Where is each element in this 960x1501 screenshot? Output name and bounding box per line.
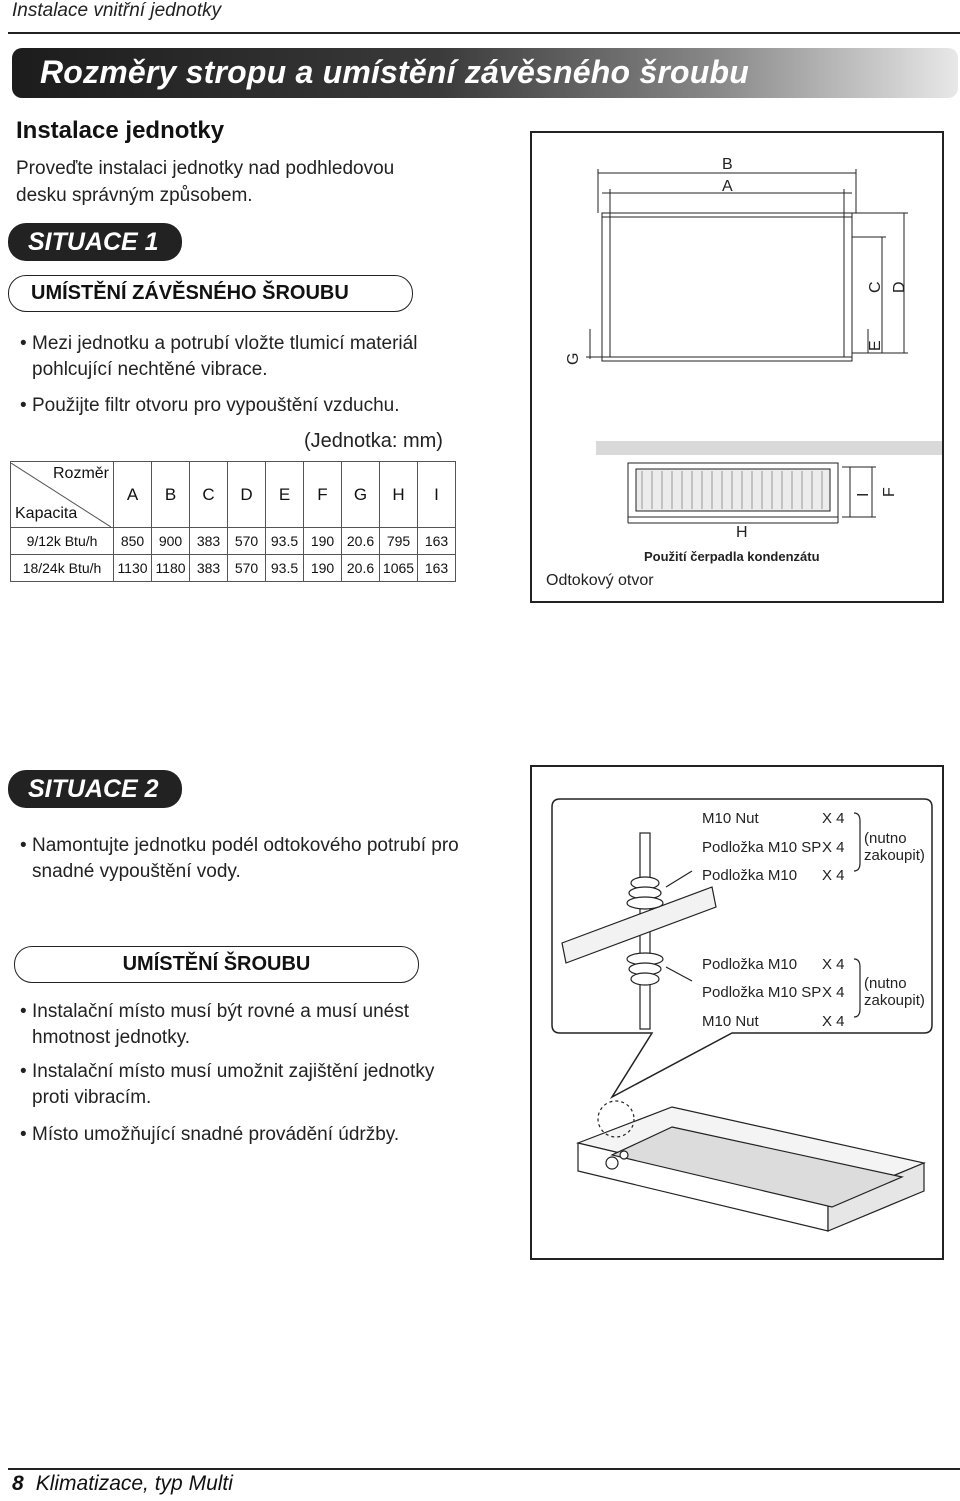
value-cell: 93.5 xyxy=(266,555,304,582)
unit-label: (Jednotka: mm) xyxy=(304,430,443,452)
label-H: H xyxy=(736,524,748,541)
corner-capacity-label: Kapacita xyxy=(15,504,78,522)
install-heading: Instalace jednotky xyxy=(16,117,225,144)
column-header: B xyxy=(152,462,190,528)
dimension-diagram xyxy=(530,131,944,603)
running-header: Instalace vnitřní jednotky xyxy=(12,0,222,21)
column-header: A xyxy=(114,462,152,528)
label-A: A xyxy=(722,178,733,195)
bottom-item-qty: X 4 xyxy=(822,984,845,1001)
unit-top-flange xyxy=(602,213,852,217)
unit-top-outline xyxy=(610,217,844,357)
table-corner-cell xyxy=(11,462,114,528)
bottom-item-name: Podložka M10 xyxy=(702,956,798,973)
bullet-flat-surface: • Instalační místo musí být rovné a musí unést hmotnost jednotky. xyxy=(14,999,472,1051)
page-number: 8 xyxy=(12,1472,24,1495)
bolt-position-title: UMÍSTĚNÍ ZÁVĚSNÉHO ŠROUBU xyxy=(8,275,413,312)
bullet-drain-pipe: • Namontujte jednotku podél odtokového potrubí pro snadné vypouštění vody. xyxy=(14,833,472,885)
top-note-1: (nutno xyxy=(864,830,907,847)
bullet-maintenance: • Místo umožňující snadné provádění údržby. xyxy=(14,1122,472,1148)
situation-2-label: SITUACE 2 xyxy=(8,770,182,808)
label-I: I xyxy=(855,492,872,497)
value-cell: 850 xyxy=(114,528,152,555)
value-cell: 20.6 xyxy=(342,555,380,582)
value-cell: 383 xyxy=(190,555,228,582)
column-header: I xyxy=(418,462,456,528)
value-cell: 383 xyxy=(190,528,228,555)
bottom-item-qty: X 4 xyxy=(822,956,845,973)
value-cell: 190 xyxy=(304,528,342,555)
bottom-item-name: M10 Nut xyxy=(702,1013,759,1030)
label-F: F xyxy=(881,487,898,497)
top-item-name: Podložka M10 xyxy=(702,867,798,884)
column-header: F xyxy=(304,462,342,528)
unit-bottom-flange xyxy=(602,357,852,361)
section-title: Rozměry stropu a umístění závěsného šroubu xyxy=(40,54,749,90)
label-G: G xyxy=(565,352,582,365)
install-text: Proveďte instalaci jednotky nad podhledovou desku správným způsobem. xyxy=(16,158,395,206)
bolt-placement-title: UMÍSTĚNÍ ŠROUBU xyxy=(14,946,419,983)
top-item-name: Podložka M10 SP xyxy=(702,839,822,856)
value-cell: 570 xyxy=(228,555,266,582)
footer-title: Klimatizace, typ Multi xyxy=(35,1472,233,1495)
table-row xyxy=(11,555,456,582)
value-cell: 190 xyxy=(304,555,342,582)
label-E: E xyxy=(867,340,884,351)
value-cell: 163 xyxy=(418,528,456,555)
dimension-drawing xyxy=(532,133,942,601)
top-item-qty: X 4 xyxy=(822,867,845,884)
value-cell: 1180 xyxy=(152,555,190,582)
bullet-vibration: • Instalační místo musí umožnit zajištění jednotky proti vibracím. xyxy=(14,1059,472,1111)
bottom-note-2: zakoupit) xyxy=(864,992,925,1009)
header-divider xyxy=(8,32,960,34)
table-row xyxy=(11,528,456,555)
value-cell: 93.5 xyxy=(266,528,304,555)
label-B: B xyxy=(722,156,733,173)
situation-1-label: SITUACE 1 xyxy=(8,223,182,261)
drain-label: Odtokový otvor xyxy=(546,572,654,589)
footer-divider xyxy=(8,1468,960,1470)
top-item-name: M10 Nut xyxy=(702,810,759,827)
column-header: H xyxy=(380,462,418,528)
value-cell: 900 xyxy=(152,528,190,555)
top-item-qty: X 4 xyxy=(822,810,845,827)
mounting-diagram xyxy=(530,765,944,1260)
pump-label: Použití čerpadla kondenzátu xyxy=(644,549,820,564)
column-header: E xyxy=(266,462,304,528)
bottom-item-name: Podložka M10 SP xyxy=(702,984,822,1001)
value-cell: 570 xyxy=(228,528,266,555)
indoor-unit xyxy=(578,1107,924,1231)
capacity-cell: 18/24k Btu/h xyxy=(11,555,114,582)
value-cell: 1065 xyxy=(380,555,418,582)
bottom-item-qty: X 4 xyxy=(822,1013,845,1030)
value-cell: 163 xyxy=(418,555,456,582)
page-footer xyxy=(12,1472,233,1496)
capacity-cell: 9/12k Btu/h xyxy=(11,528,114,555)
label-D: D xyxy=(891,281,908,293)
corner-dimension-label: Rozměr xyxy=(52,464,109,482)
label-C: C xyxy=(867,281,884,293)
bullet-damping: • Mezi jednotku a potrubí vložte tlumicí materiál pohlcující nechtěné vibrace. xyxy=(14,331,452,383)
column-header: D xyxy=(228,462,266,528)
top-item-qty: X 4 xyxy=(822,839,845,856)
bottom-note-1: (nutno xyxy=(864,975,907,992)
top-note-2: zakoupit) xyxy=(864,847,925,864)
value-cell: 795 xyxy=(380,528,418,555)
column-header: G xyxy=(342,462,380,528)
bullet-filter: • Použijte filtr otvoru pro vypouštění vzduchu. xyxy=(14,393,452,419)
mounting-drawing xyxy=(532,767,942,1258)
column-header: C xyxy=(190,462,228,528)
dimensions-table xyxy=(10,461,456,582)
value-cell: 1130 xyxy=(114,555,152,582)
value-cell: 20.6 xyxy=(342,528,380,555)
